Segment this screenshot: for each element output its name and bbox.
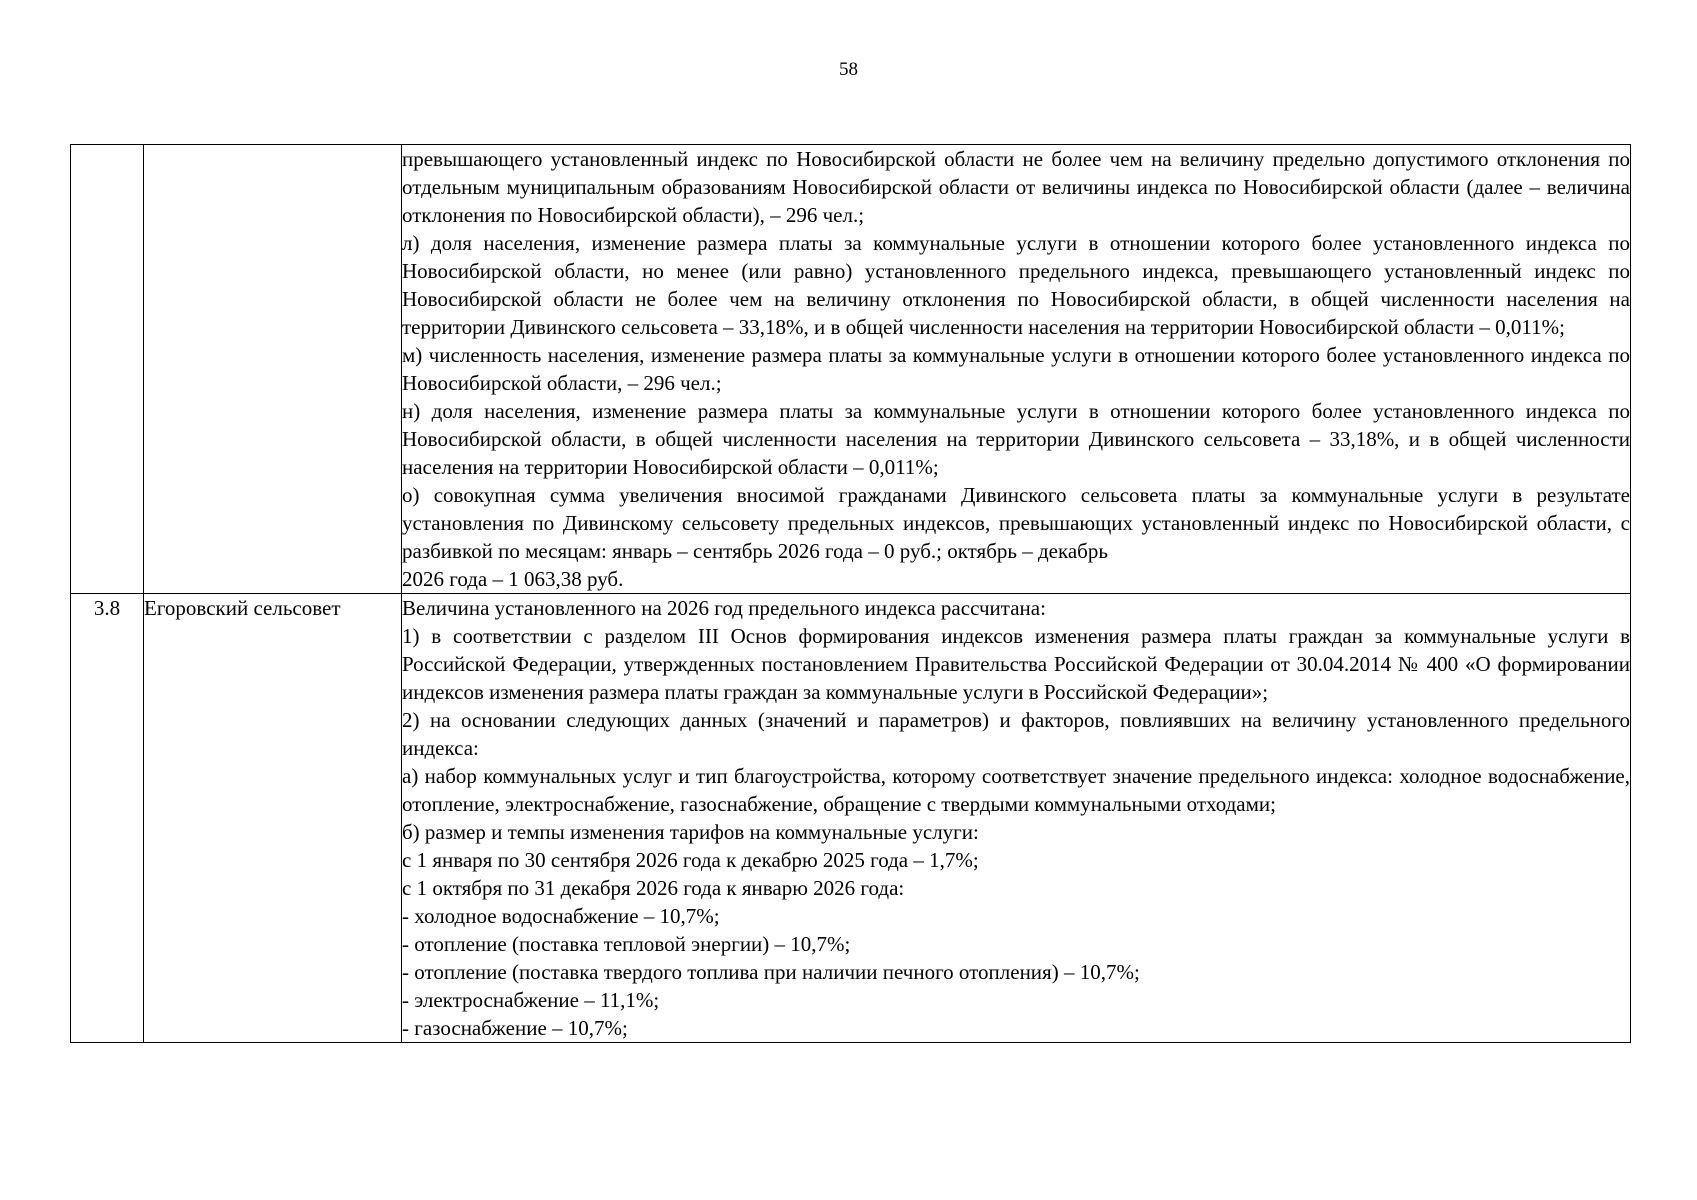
row-number-cell: [71, 145, 144, 594]
paragraph: превышающего установленный индекс по Новосибирской области не более чем на величину предельно допустимого отклонения по отдельным муниципальным образованиям Новосибирской области от величины индекса по Новосибирской области (далее – величина отклонения по Новосибирской области), – 296 чел.;: [402, 147, 1630, 227]
municipal-index-table: [70, 144, 1631, 1043]
paragraph: Величина установленного на 2026 год предельного индекса рассчитана:: [402, 596, 1046, 620]
paragraph: - газоснабжение – 10,7%;: [402, 1016, 628, 1040]
paragraph: - холодное водоснабжение – 10,7%;: [402, 904, 720, 928]
paragraph: о) совокупная сумма увеличения вносимой гражданами Дивинского сельсовета платы за коммунальные услуги в результате установления по Дивинскому сельсовету предельных индексов, превышающих установленный индекс по Новосибирской области, с разбивкой по месяцам: январь – сентябрь 2026 года – 0 руб.; октябрь – декабрь: [402, 483, 1630, 563]
table-row: [71, 145, 1631, 594]
paragraph: с 1 октября по 31 декабря 2026 года к январю 2026 года:: [402, 876, 905, 900]
paragraph: с 1 января по 30 сентября 2026 года к декабрю 2025 года – 1,7%;: [402, 848, 979, 872]
paragraph: н) доля населения, изменение размера платы за коммунальные услуги в отношении которого более установленного индекса по Новосибирской области, в общей численности населения на территории Дивинского сельсовета – 33,18%, и в общей численности населения на территории Новосибирской области – 0,011%;: [402, 399, 1630, 479]
municipality-name-cell: Егоровский сельсовет: [144, 594, 402, 1043]
paragraph: б) размер и темпы изменения тарифов на коммунальные услуги:: [402, 820, 979, 844]
municipality-name-cell: [144, 145, 402, 594]
paragraph: 2026 года – 1 063,38 руб.: [402, 567, 624, 591]
description-cell: [402, 145, 1631, 594]
paragraph: а) набор коммунальных услуг и тип благоустройства, которому соответствует значение предельного индекса: холодное водоснабжение, отопление, электроснабжение, газоснабжение, обращение с твердыми коммунальными отходами;: [402, 764, 1630, 816]
paragraph: - отопление (поставка твердого топлива при наличии печного отопления) – 10,7%;: [402, 960, 1140, 984]
paragraph: 2) на основании следующих данных (значений и параметров) и факторов, повлиявших на величину установленного предельного индекса:: [402, 708, 1630, 760]
paragraph: 1) в соответствии с разделом III Основ формирования индексов изменения размера платы граждан за коммунальные услуги в Российской Федерации, утвержденных постановлением Правительства Российской Федерации от 30.04.2014 № 400 «О формировании индексов изменения размера платы граждан за коммунальные услуги в Российской Федерации»;: [402, 624, 1630, 704]
table-row: [71, 594, 1631, 1043]
paragraph: л) доля населения, изменение размера платы за коммунальные услуги в отношении которого более установленного индекса по Новосибирской области, но менее (или равно) установленного предельного индекса, превышающего установленный индекс по Новосибирской области не более чем на величину отклонения по Новосибирской области, в общей численности населения на территории Дивинского сельсовета – 33,18%, и в общей численности населения на территории Новосибирской области – 0,011%;: [402, 231, 1630, 339]
page-number: 58: [839, 59, 858, 80]
row-number-cell: 3.8: [71, 594, 144, 1043]
paragraph: м) численность населения, изменение размера платы за коммунальные услуги в отношении которого более установленного индекса по Новосибирской области, – 296 чел.;: [402, 343, 1630, 395]
paragraph: - отопление (поставка тепловой энергии) – 10,7%;: [402, 932, 851, 956]
description-cell: [402, 594, 1631, 1043]
paragraph: - электроснабжение – 11,1%;: [402, 988, 660, 1012]
